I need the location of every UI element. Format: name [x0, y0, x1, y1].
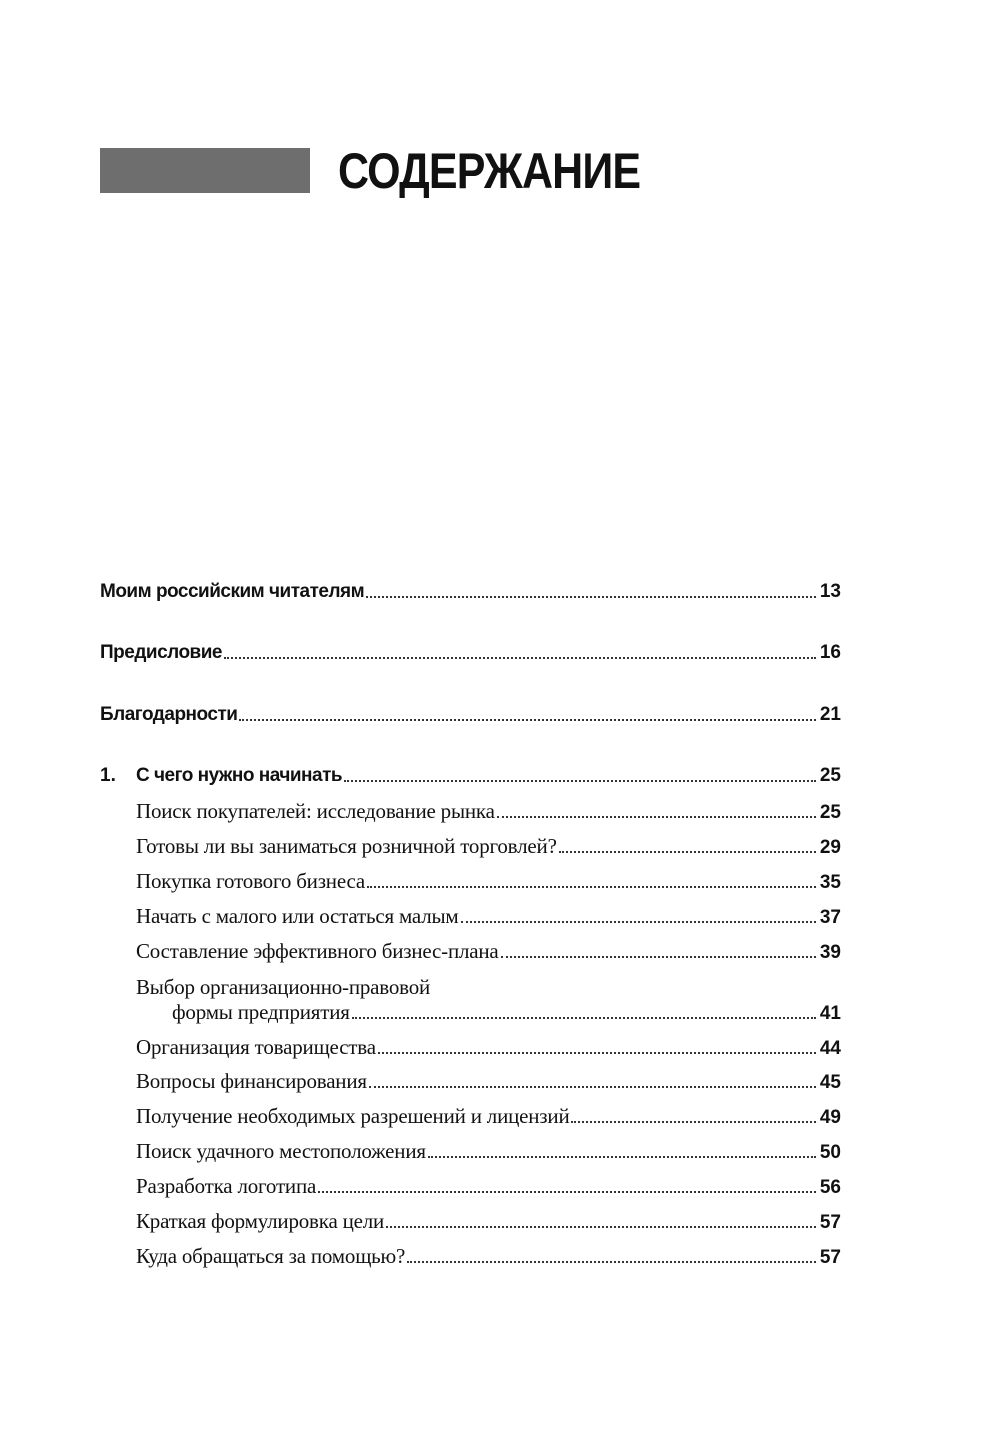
toc-entry-label-continuation: формы предприятия [172, 1000, 350, 1024]
toc-entry-label: Составление эффективного бизнес-плана [136, 939, 499, 963]
toc-page-number: 39 [819, 942, 841, 963]
toc-entry-section[interactable] [136, 1171, 841, 1201]
toc-entry-label: Предисловие [100, 642, 222, 663]
dot-leader [352, 1017, 816, 1019]
toc-entry-label: Моим российским читателям [100, 581, 365, 602]
toc-page-number: 21 [819, 704, 841, 725]
toc-page-number: 25 [819, 765, 841, 786]
dot-leader [571, 1121, 815, 1123]
toc-page-number: 50 [819, 1142, 841, 1163]
toc-page-number: 16 [819, 642, 841, 663]
toc-entry-chapter-1[interactable] [100, 762, 841, 790]
dot-leader [559, 851, 816, 853]
toc-entry-label: Начать с малого или остаться малым [136, 904, 459, 928]
toc-page-number: 57 [819, 1247, 841, 1268]
toc-entry-section[interactable] [136, 1032, 841, 1062]
toc-entry-label: Поиск удачного местоположения [136, 1139, 426, 1163]
dot-leader [428, 1156, 816, 1158]
toc-entry-front-3[interactable] [100, 701, 841, 729]
toc-page-number: 56 [819, 1177, 841, 1198]
toc-entry-front-2[interactable] [100, 639, 841, 667]
toc-entry-section[interactable] [136, 1241, 841, 1271]
toc-entry-label: Благодарности [100, 704, 238, 725]
toc-entry-label: Разработка логотипа [136, 1174, 317, 1198]
toc-page-number: 41 [819, 1003, 841, 1024]
dot-leader [224, 657, 816, 659]
toc-entry-section[interactable] [136, 831, 841, 861]
dot-leader [386, 1226, 816, 1228]
page-title: СОДЕРЖАНИЕ [338, 143, 641, 199]
dot-leader [366, 596, 816, 598]
dot-leader [369, 1086, 816, 1088]
dot-leader [407, 1261, 816, 1263]
toc-page-number: 44 [819, 1038, 841, 1059]
toc-entry-section[interactable] [136, 936, 841, 966]
toc-entry-section[interactable] [136, 1136, 841, 1166]
toc-entry-label: Получение необходимых разрешений и лицензий [136, 1104, 570, 1128]
toc-entry-label: С чего нужно начинать [136, 765, 343, 786]
toc-entry-label: Вопросы финансирования [136, 1069, 367, 1093]
toc-page-number: 57 [819, 1212, 841, 1233]
toc-page-number: 29 [819, 837, 841, 858]
table-of-contents [100, 0, 841, 1447]
toc-page-number: 35 [819, 872, 841, 893]
toc-entry-section[interactable] [136, 1206, 841, 1236]
toc-page-number: 49 [819, 1107, 841, 1128]
dot-leader [461, 921, 816, 923]
toc-entry-section[interactable] [136, 901, 841, 931]
toc-entry-section[interactable] [136, 1101, 841, 1131]
toc-entry-label: Готовы ли вы заниматься розничной торговлей? [136, 834, 557, 858]
toc-entry-label: Куда обращаться за помощью? [136, 1244, 406, 1268]
toc-page-number: 25 [819, 802, 841, 823]
toc-entry-label: Организация товарищества [136, 1035, 376, 1059]
dot-leader [501, 956, 816, 958]
chapter-number: 1. [100, 765, 116, 786]
toc-page-number: 37 [819, 907, 841, 928]
toc-entry-section[interactable] [136, 1066, 841, 1096]
toc-entry-label: Выбор организационно-правовой [136, 975, 431, 999]
toc-entry-front-1[interactable] [100, 578, 841, 606]
toc-entry-label: Покупка готового бизнеса [136, 869, 365, 893]
toc-page-number: 13 [819, 581, 841, 602]
dot-leader [497, 816, 816, 818]
toc-entry-section[interactable] [136, 796, 841, 826]
dot-leader [367, 886, 816, 888]
dot-leader [344, 780, 816, 782]
dot-leader [239, 719, 815, 721]
toc-entry-label: Поиск покупателей: исследование рынка [136, 799, 495, 823]
toc-entry-label: Краткая формулировка цели [136, 1209, 385, 1233]
toc-page-number: 45 [819, 1072, 841, 1093]
toc-entry-section-continuation[interactable] [172, 997, 841, 1027]
dot-leader [318, 1191, 816, 1193]
toc-entry-section[interactable] [136, 866, 841, 896]
dot-leader [378, 1052, 816, 1054]
